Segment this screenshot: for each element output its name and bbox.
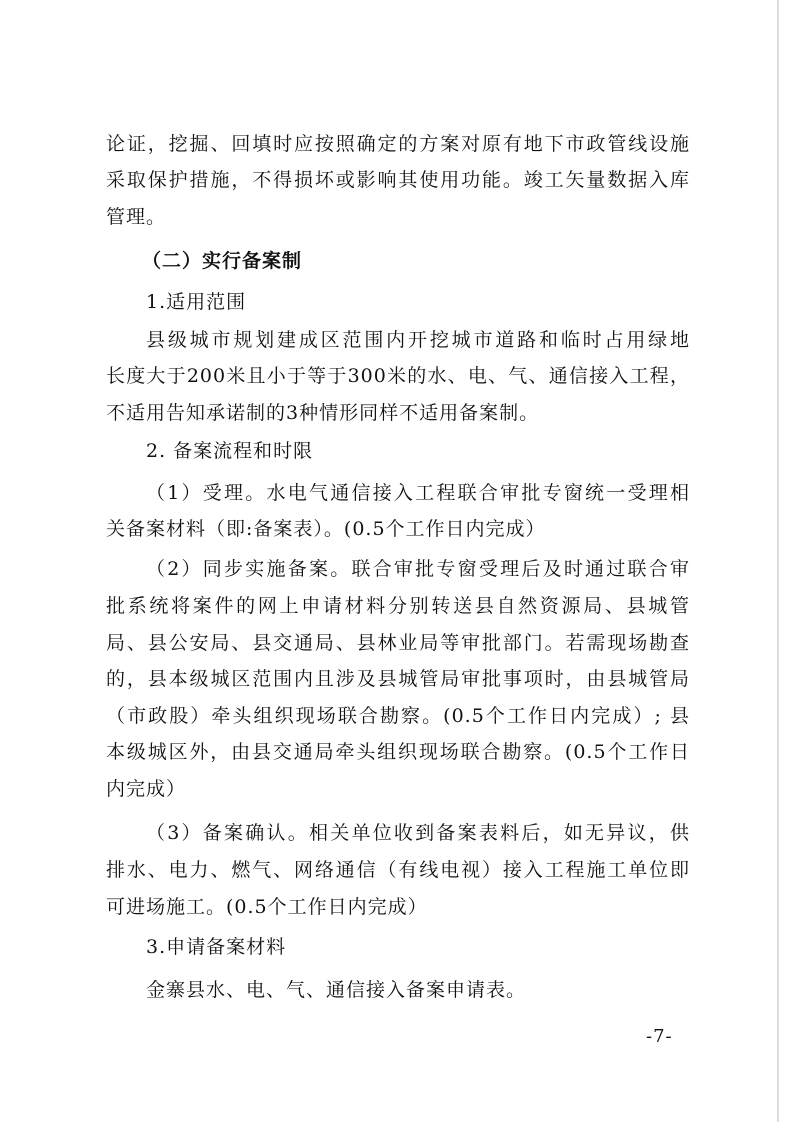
para-line: 批系统将案件的网上申请材料分别转送县自然资源局、县城管 <box>106 595 690 617</box>
para-line: 采取保护措施，不得损坏或影响其使用功能。竣工矢量数据入库 <box>106 169 690 191</box>
para-line: 的，县本级城区范围内且涉及县城管局审批事项时，由县城管局 <box>106 668 690 690</box>
para-line: 金寨县水、电、气、通信接入备案申请表。 <box>146 979 527 1001</box>
subsection-title: 3.申请备案材料 <box>146 936 287 958</box>
para-line: 关备案材料（即:备案表）。(0.5个工作日内完成） <box>106 518 546 540</box>
subsection-title: 1.适用范围 <box>146 291 247 313</box>
page-number: -7- <box>646 1026 673 1047</box>
para-line: 本级城区外，由县交通局牵头组织现场联合勘察。(0.5个工作日 <box>106 741 690 763</box>
para-line: 内完成） <box>106 778 187 800</box>
subsection-title: 2. 备案流程和时限 <box>146 440 314 462</box>
para-line: 不适用告知承诺制的3种情形同样不适用备案制。 <box>106 402 540 424</box>
para-line: （1）受理。水电气通信接入工程联合审批专窗统一受理相 <box>146 482 690 504</box>
section-heading: （二）实行备案制 <box>142 250 303 272</box>
para-line: 论证，挖掘、回填时应按照确定的方案对原有地下市政管线设施 <box>106 133 690 155</box>
para-line: 长度大于200米且小于等于300米的水、电、气、通信接入工程， <box>106 365 690 387</box>
para-line: 可进场施工。(0.5个工作日内完成） <box>106 896 428 918</box>
para-line: 局、县公安局、县交通局、县林业局等审批部门。若需现场勘查 <box>106 632 690 654</box>
scan-edge-line <box>777 0 779 1122</box>
para-line: 县级城市规划建成区范围内开挖城市道路和临时占用绿地 <box>146 329 690 351</box>
para-line: （市政股）牵头组织现场联合勘察。(0.5个工作日内完成）; 县 <box>106 705 690 727</box>
para-line: 管理。 <box>106 206 167 228</box>
para-line: （2）同步实施备案。联合审批专窗受理后及时通过联合审 <box>146 558 690 580</box>
para-line: 排水、电力、燃气、网络通信（有线电视）接入工程施工单位即 <box>106 859 690 881</box>
para-line: （3）备案确认。相关单位收到备案表料后，如无异议，供 <box>146 822 690 844</box>
